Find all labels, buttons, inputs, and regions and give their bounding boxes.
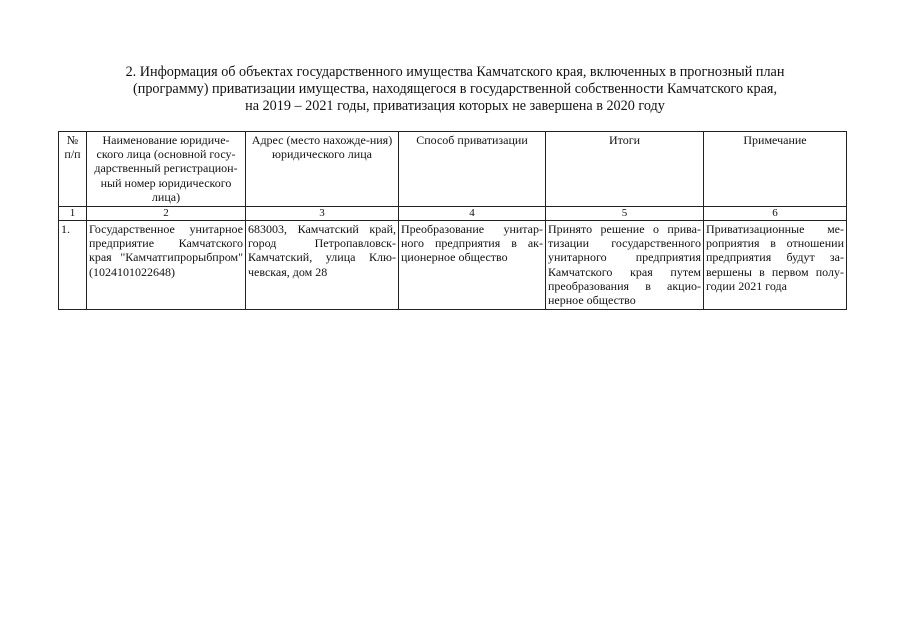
row-index: 1. — [59, 221, 87, 310]
table-header-row — [59, 132, 847, 207]
table-column-numbers-row — [59, 207, 847, 221]
row-address: 683003, Камчатский край, город Петропавловск-Камчатский, улица Клю-чевская, дом 28 — [246, 221, 399, 310]
row-result: Принято решение о прива-тизации государственного унитарного предприятия Камчатского края путем преобразования в акцио-нерное общество — [546, 221, 704, 310]
document-title — [60, 64, 850, 115]
column-number: 6 — [704, 207, 847, 221]
column-number: 2 — [87, 207, 246, 221]
header-address: Адрес (место нахожде-ния) юридического лица — [246, 132, 399, 207]
header-index: № п/п — [59, 132, 87, 207]
row-method: Преобразование унитар-ного предприятия в ак-ционерное общество — [399, 221, 546, 310]
row-legal-entity: Государственное унитарное предприятие Камчатского края "Камчатгипрорыбпром" (1024101022648) — [87, 221, 246, 310]
header-method: Способ приватизации — [399, 132, 546, 207]
column-number: 3 — [246, 207, 399, 221]
header-results: Итоги — [546, 132, 704, 207]
privatization-table — [58, 131, 847, 310]
table-row — [59, 221, 847, 310]
row-note: Приватизационные ме-роприятия в отношении предприятия будут за-вершены в первом полу-годии 2021 года — [704, 221, 847, 310]
column-number: 4 — [399, 207, 546, 221]
header-note: Примечание — [704, 132, 847, 207]
title-line-3: на 2019 – 2021 годы, приватизация которых не завершена в 2020 году — [245, 98, 665, 114]
column-number: 5 — [546, 207, 704, 221]
column-number: 1 — [59, 207, 87, 221]
title-line-2: (программу) приватизации имущества, находящегося в государственной собственности Камчатского края, — [133, 81, 777, 97]
header-legal-entity: Наименование юридиче-ского лица (основной госу-дарственный регистрацион-ный номер юридического лица) — [87, 132, 246, 207]
title-line-1: 2. Информация об объектах государственного имущества Камчатского края, включенных в прогнозный план — [125, 64, 785, 80]
